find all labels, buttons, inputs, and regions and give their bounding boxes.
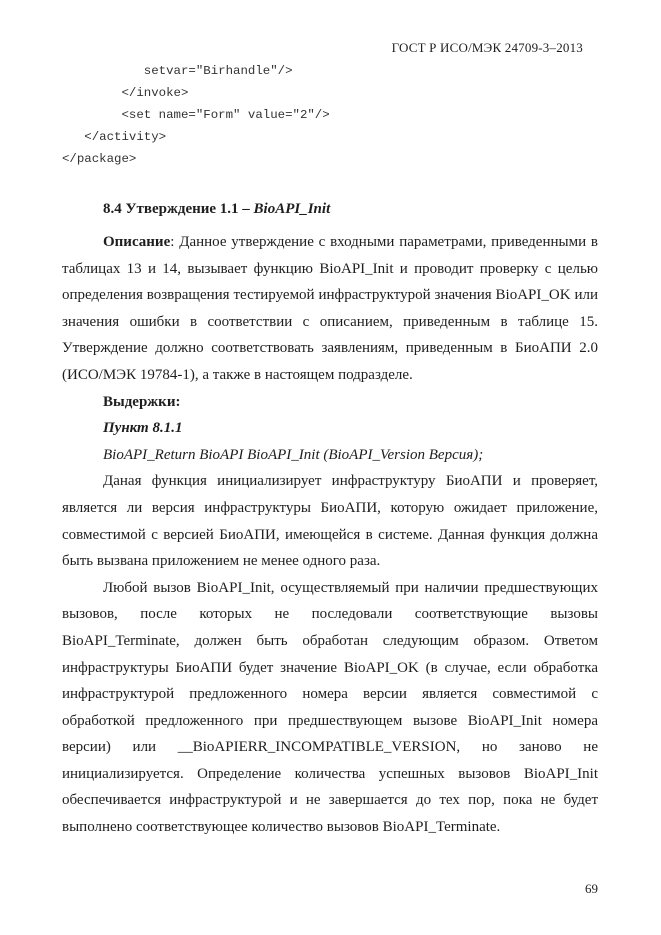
code-line: setvar="Birhandle"/> xyxy=(62,64,293,78)
section-number-title: 8.4 Утверждение 1.1 – xyxy=(103,201,254,217)
code-line: </package> xyxy=(62,152,137,166)
function-signature: BioAPI_Return BioAPI BioAPI_Init (BioAPI_Version Версия); xyxy=(103,446,484,463)
description-label: Описание xyxy=(103,234,171,250)
body-paragraph: Даная функция инициализирует инфраструктуру БиоАПИ и проверяет, является ли версия инфраструктуры БиоАПИ, которую ожидает приложение, совместимой с версией БиоАПИ, имеющейся в системе. Данная функция должна быть вызвана приложением не менее одного раза. xyxy=(62,473,598,570)
code-line: </activity> xyxy=(62,130,167,144)
description-text: : Данное утверждение с входными параметрами, приведенными в таблицах 13 и 14, вызывает функцию BioAPI_Init и проводит проверку с целью определения возвращения тестируемой инфраструктурой значения BioAPI_OK или значения ошибки в соответствии с описанием, приведенным в таблице 15. Утверждение должно соответствовать заявлениям, приведенным в БиоАПИ 2.0 (ИСО/МЭК 19784-1), а также в настоящем подразделе. xyxy=(62,234,598,383)
body-paragraph: Любой вызов BioAPI_Init, осуществляемый при наличии предшествующих вызовов, после которых не последовали соответствующие вызовы BioAPI_Terminate, должен быть обработан следующим образом. Ответом инфраструктуры БиоАПИ будет значение BioAPI_OK (в случае, если обработка инфраструктурой предложенного номера версии является совместимой с обработкой предложенного при предшествующем вызове BioAPI_Init номера версии) или __BioAPIERR_INCOMPATIBLE_VERSION, но заново не инициализируется. Определение количества успешных вызовов BioAPI_Init обеспечивается инфраструктурой и не завершается до тех пор, пока не будет выполнено соответствующее количество вызовов BioAPI_Terminate. xyxy=(62,579,598,836)
description-paragraph xyxy=(62,229,598,389)
page-number: 69 xyxy=(585,881,598,896)
section-function-name: BioAPI_Init xyxy=(253,201,331,217)
code-line: </invoke> xyxy=(62,86,189,100)
clause-reference: Пункт 8.1.1 xyxy=(103,420,183,437)
xml-code-block xyxy=(62,60,330,170)
document-header: ГОСТ Р ИСО/МЭК 24709-3–2013 xyxy=(391,40,583,55)
excerpts-label: Выдержки: xyxy=(103,393,181,410)
document-body xyxy=(62,229,598,841)
code-line: <set name="Form" value="2"/> xyxy=(62,108,330,122)
section-heading xyxy=(103,201,330,218)
